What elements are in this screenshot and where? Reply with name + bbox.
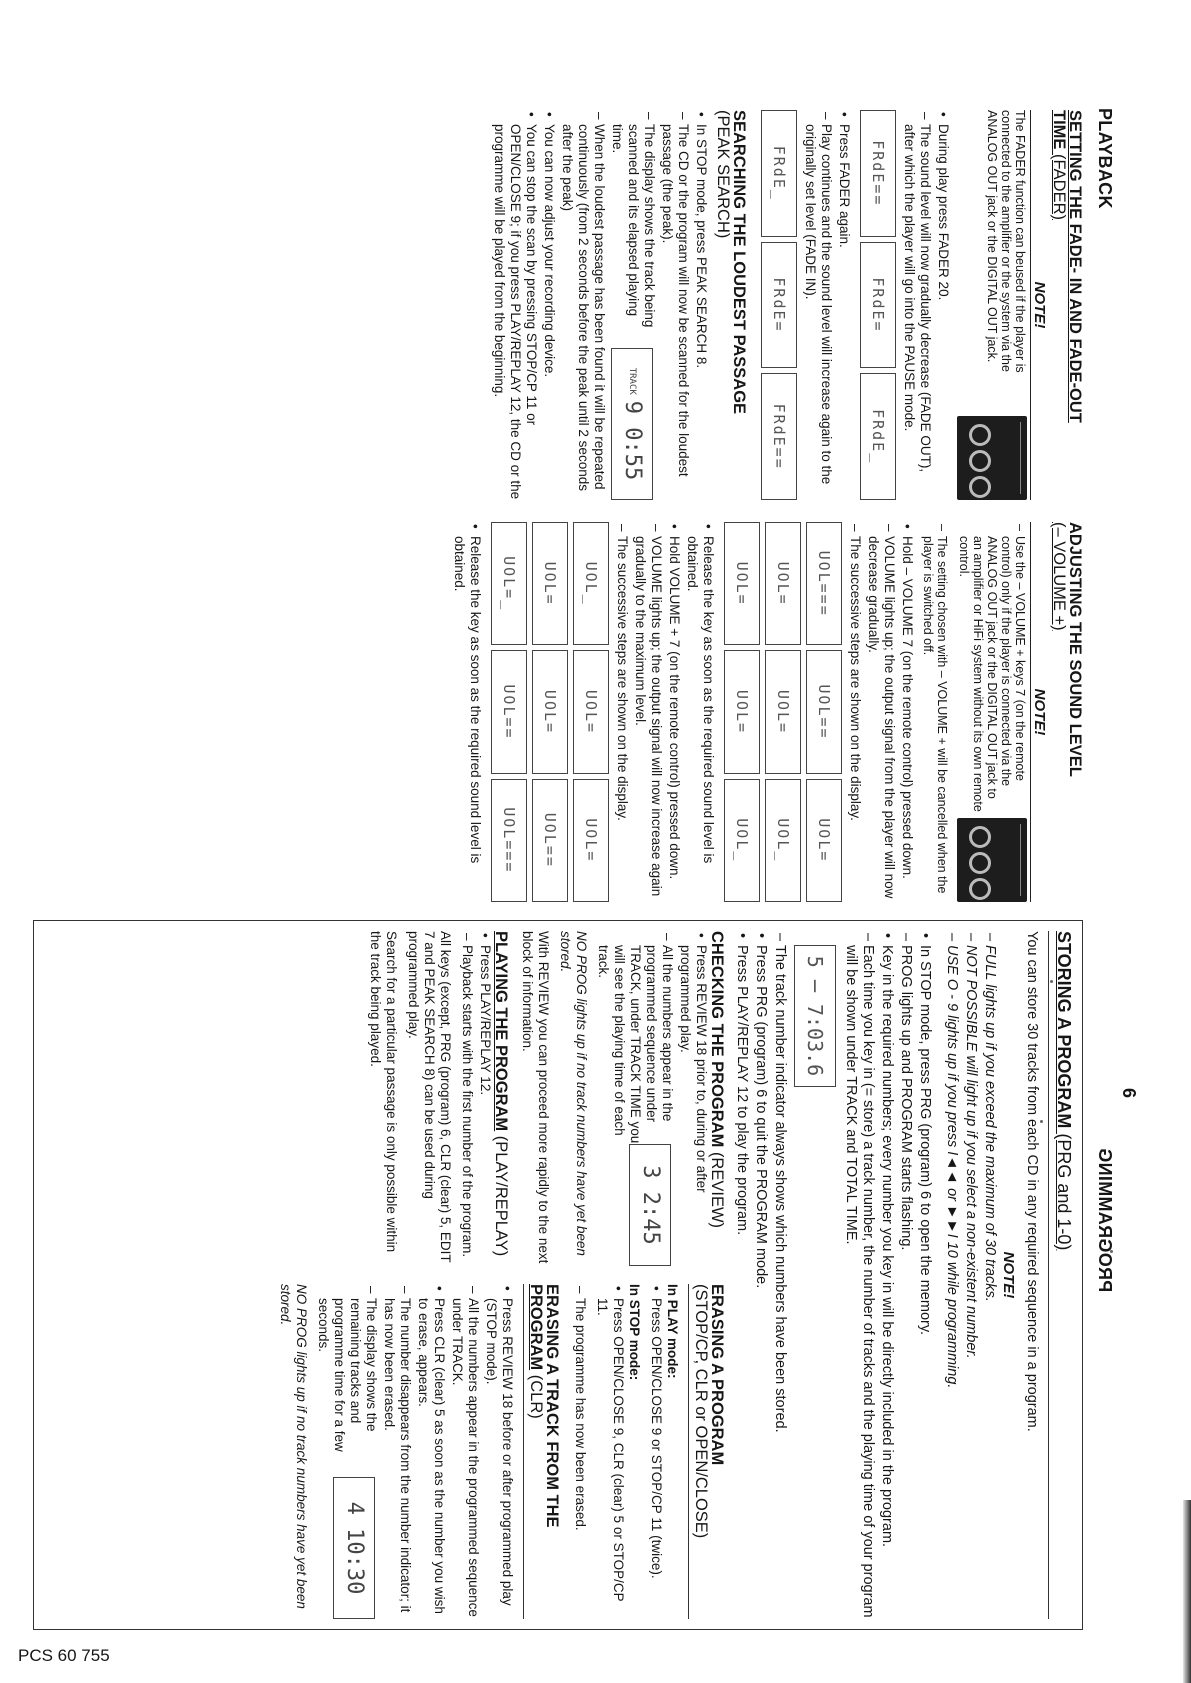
lcd-display: UOL==: [491, 650, 527, 773]
list-item: – Play continues and the sound level will increase again to the originally set level (FADE IN).: [802, 110, 834, 500]
playing-title: PLAYING THE PROGRAM (PLAY/REPLAY): [492, 931, 510, 1257]
list-item: • Press FADER again.: [836, 110, 852, 500]
fader-note-text: The FADER function can beused if the player is connected to the amplifier or the system via the ANALOG OUT jack or the DIGITAL OUT jack.: [985, 110, 1027, 373]
lcd-display: FRdE=: [761, 242, 797, 369]
fade-out-displays: [860, 110, 896, 500]
lcd-display: UOL=: [532, 522, 568, 645]
lcd-display: UOL=_: [491, 522, 527, 645]
lcd-display: UOL=: [573, 779, 609, 902]
list-item: – The CD or the program will now be scanned for the loudest passage (the peak).: [659, 110, 691, 500]
list-item: • Press PRG (program) 6 to quit the PROGRAM mode.: [752, 931, 769, 1619]
checking-tip: With REVIEW you can proceed more rapidly to the next block of information.: [520, 931, 551, 1264]
list-item: – The number disappears from the number indicator; it has now been erased.: [381, 1284, 413, 1619]
lcd-display: UOL=: [806, 779, 842, 902]
lcd-display: UOL===: [806, 522, 842, 645]
erasing-program-title: ERASING A PROGRAM (STOP/CP, CLR or OPEN/CLOSE): [692, 1284, 726, 1539]
volume-down-displays: [724, 522, 842, 902]
lcd-display: UOL_: [573, 522, 609, 645]
list-item: – All the numbers appear in the programmed sequence under TRACK.: [449, 1284, 481, 1619]
list-item: – NOT POSSIBLE will light up if you select a non-existent number.: [962, 931, 979, 1619]
checking-note: NO PROG lights up if no track numbers have yet been stored.: [558, 931, 589, 1256]
storing-steps: [733, 931, 933, 1619]
list-item: • Release the key as soon as the required sound level is obtained.: [451, 522, 483, 902]
fader-steps-2: [802, 110, 852, 500]
list-item: • Press OPEN/CLOSE 9, CLR (clear) 5 or STOP/CP 11.: [594, 1284, 626, 1619]
volume-steps: [847, 522, 915, 902]
divider: [1048, 931, 1049, 1619]
list-item: • Press CLR (clear) 5 as soon as the number you wish to erase, appears.: [415, 1284, 447, 1619]
lcd-display: UOL==: [532, 779, 568, 902]
storing-notes: [943, 931, 998, 1619]
playing-keys-note: All keys (except, PRG (program) 6, CLR (clear) 5, EDIT 7 and PEAK SEARCH 8) can be used during programmed play.: [406, 931, 453, 1263]
lcd-display: UOL=: [532, 650, 568, 773]
column-erasing: [271, 1284, 725, 1619]
list-item: – USE O - 9 lights up if you press I◄◄ or ►►I 10 while programming.: [943, 931, 960, 1619]
review-display: 3 2:45: [629, 1144, 671, 1266]
list-item: • In STOP mode, press PEAK SEARCH 8.: [693, 110, 709, 500]
section-header-playback: PLAYBACK: [1095, 108, 1115, 209]
column-fader-peak: [489, 110, 1083, 500]
lcd-display: FRdE==: [761, 373, 797, 500]
peak-steps: [491, 110, 709, 500]
lcd-display: FRdE==: [860, 110, 896, 237]
list-item: • Key in the required numbers; every number you key in will be directly included in the program.: [878, 931, 895, 1619]
fader-steps: [901, 110, 951, 500]
storing-title: STORING A PROGRAM (PRG and 1-0): [1054, 931, 1074, 1251]
list-item: • Press OPEN/CLOSE 9 or STOP/CP 11 (twice).: [648, 1284, 664, 1619]
program-flash-display: 5 ─ 7:03.6: [794, 945, 836, 1087]
volume-note-reset: – The setting chosen with – VOLUME + will be cancelled when the player is switched off.: [921, 522, 949, 902]
list-item: – Each time you key in (= store) a track number, the number of tracks and the playing time of your program will be shown under TRACK and TOTAL TIME.: [842, 931, 876, 1619]
lcd-display: UOL==: [806, 650, 842, 773]
list-item: • Hold VOLUME + 7 (on the remote control) pressed down.: [666, 522, 682, 902]
lcd-display: UOL=: [724, 650, 760, 773]
volume-steps-2: [614, 522, 716, 902]
erasing-note: NO PROG lights up if no track numbers have yet been stored.: [278, 1284, 309, 1609]
list-item: – FULL lights up if you exceed the maximum of 30 tracks.: [981, 931, 998, 1619]
volume-note-text: – Use the – VOLUME + keys 7 (on the remote control) only if the player is connected via the ANALOG OUT jack or the DIGITAL OUT jack to an amplifier or HiFi system without its own remote control.: [957, 522, 1027, 814]
list-item: • Hold – VOLUME 7 (on the remote control) pressed down.: [899, 522, 915, 902]
stop-mode-label: In STOP mode:: [627, 1284, 642, 1381]
list-item: • Release the key as soon as the required sound level is obtained.: [684, 522, 716, 902]
lcd-display: UOL===: [491, 779, 527, 902]
list-item: – The successive steps are shown on the display.: [847, 522, 863, 902]
list-item: – PROG lights up and PROGRAM starts flashing.: [897, 931, 914, 1619]
fade-in-displays: [761, 110, 797, 500]
peak-title: SEARCHING THE LOUDEST PASSAGE (PEAK SEARCH): [714, 110, 748, 415]
scan-edge-shadow: [1183, 1500, 1191, 1683]
list-item: • You can stop the scan by pressing STOP/CP 11 or OPEN/CLOSE 9; if you press PLAY/REPLAY 12, the CD or the programme will be played from the beginning.: [491, 110, 539, 500]
list-item: – The display shows the remaining tracks and programme time for a few seconds.: [315, 1284, 379, 1619]
programming-panel: [33, 920, 1083, 1630]
peak-display: TRACK 9 0:55: [611, 348, 653, 500]
programming-columns: [271, 931, 725, 1619]
lcd-display: UOL=: [765, 650, 801, 773]
lcd-display: UOL=: [724, 522, 760, 645]
jack-panel-image: [957, 818, 1027, 902]
programming-content: [271, 931, 1074, 1619]
list-item: • Press REVIEW 18 before or after programmed play (STOP mode).: [483, 1284, 515, 1619]
volume-note-title: NOTE!: [1030, 522, 1047, 902]
fader-note-title: NOTE!: [1030, 110, 1047, 500]
erasing-track-title: ERASING A TRACK FROM THE PROGRAM (CLR): [527, 1284, 561, 1528]
lcd-display: UOL_: [724, 779, 760, 902]
list-item: – The programme has now been erased.: [572, 1284, 588, 1619]
list-item: – Playback starts with the first number of the program.: [459, 931, 475, 1266]
lcd-display: FRdE_: [860, 373, 896, 500]
playing-search-note: Search for a particular passage is only possible within the track being played.: [368, 931, 399, 1253]
list-item: – The successive steps are shown on the display.: [614, 522, 630, 902]
lcd-display: UOL_: [765, 779, 801, 902]
lcd-display: UOL=: [765, 522, 801, 645]
list-item: • During play press FADER 20.: [935, 110, 951, 500]
play-mode-label: In PLAY mode:: [665, 1284, 680, 1379]
list-item: • Press REVIEW 18 prior to, during or after programmed play.: [677, 931, 709, 1266]
list-item: • In STOP mode, press PRG (program) 6 to open the memory.: [916, 931, 933, 1619]
volume-note: [955, 522, 1027, 902]
checking-title: CHECKING THE PROGRAM (REVIEW): [708, 931, 726, 1229]
divider: [523, 1284, 524, 1619]
lcd-display: FRdE_: [761, 110, 797, 237]
page-number: 6: [1119, 1088, 1139, 1099]
column-volume: [449, 522, 1083, 902]
list-item: • Press PLAY/REPLAY 12.: [477, 931, 493, 1266]
storing-note-title: NOTE!: [1000, 1251, 1017, 1299]
storing-intro: You can store 30 tracks from each CD in any required sequence in a program.: [1024, 931, 1040, 1432]
column-checking-playing: [271, 931, 725, 1266]
fader-note: [957, 110, 1027, 500]
volume-up-displays: [491, 522, 609, 902]
rotated-page: [0, 48, 1145, 1668]
list-item: – All the numbers appear in the programmed sequence under TRACK, under TRACK TIME you will see the playing time of each track.: [595, 931, 675, 1266]
list-item: – When the loudest passage has been found it will be repeated continuously (from 2 seconds before the peak until 2 seconds after the peak): [559, 110, 607, 500]
divider: [688, 1284, 689, 1619]
section-header-programming: PROGRAMMING: [1095, 1148, 1115, 1293]
lcd-display: UOL=: [573, 650, 609, 773]
erase-display: 4 10:30: [333, 1477, 375, 1619]
list-item: – VOLUME lights up; the output signal from the player will now decrease gradually.: [865, 522, 897, 902]
list-item: – The track number indicator always shows which numbers have been stored.: [771, 931, 788, 1619]
jack-panel-image: [957, 416, 1027, 500]
list-item: – The sound level will now gradually decrease (FADE OUT), after which the player will go into the PAUSE mode.: [901, 110, 933, 500]
list-item: – The display shows the track being scanned and its elapsed playing time.: [609, 110, 657, 500]
volume-title: ADJUSTING THE SOUND LEVEL (– VOLUME +): [1050, 522, 1084, 777]
fader-title: SETTING THE FADE- IN AND FADE-OUT TIME (FADER): [1050, 110, 1084, 423]
lcd-display: FRdE=: [860, 242, 896, 369]
list-item: • You can now adjust your recording device.: [541, 110, 557, 500]
list-item: – VOLUME lights up; the output signal will now increase again gradually to the maximum level.: [632, 522, 664, 902]
document-code: PCS 60 755: [18, 1646, 110, 1665]
list-item: • Press PLAY/REPLAY 12 to play the program.: [733, 931, 750, 1619]
